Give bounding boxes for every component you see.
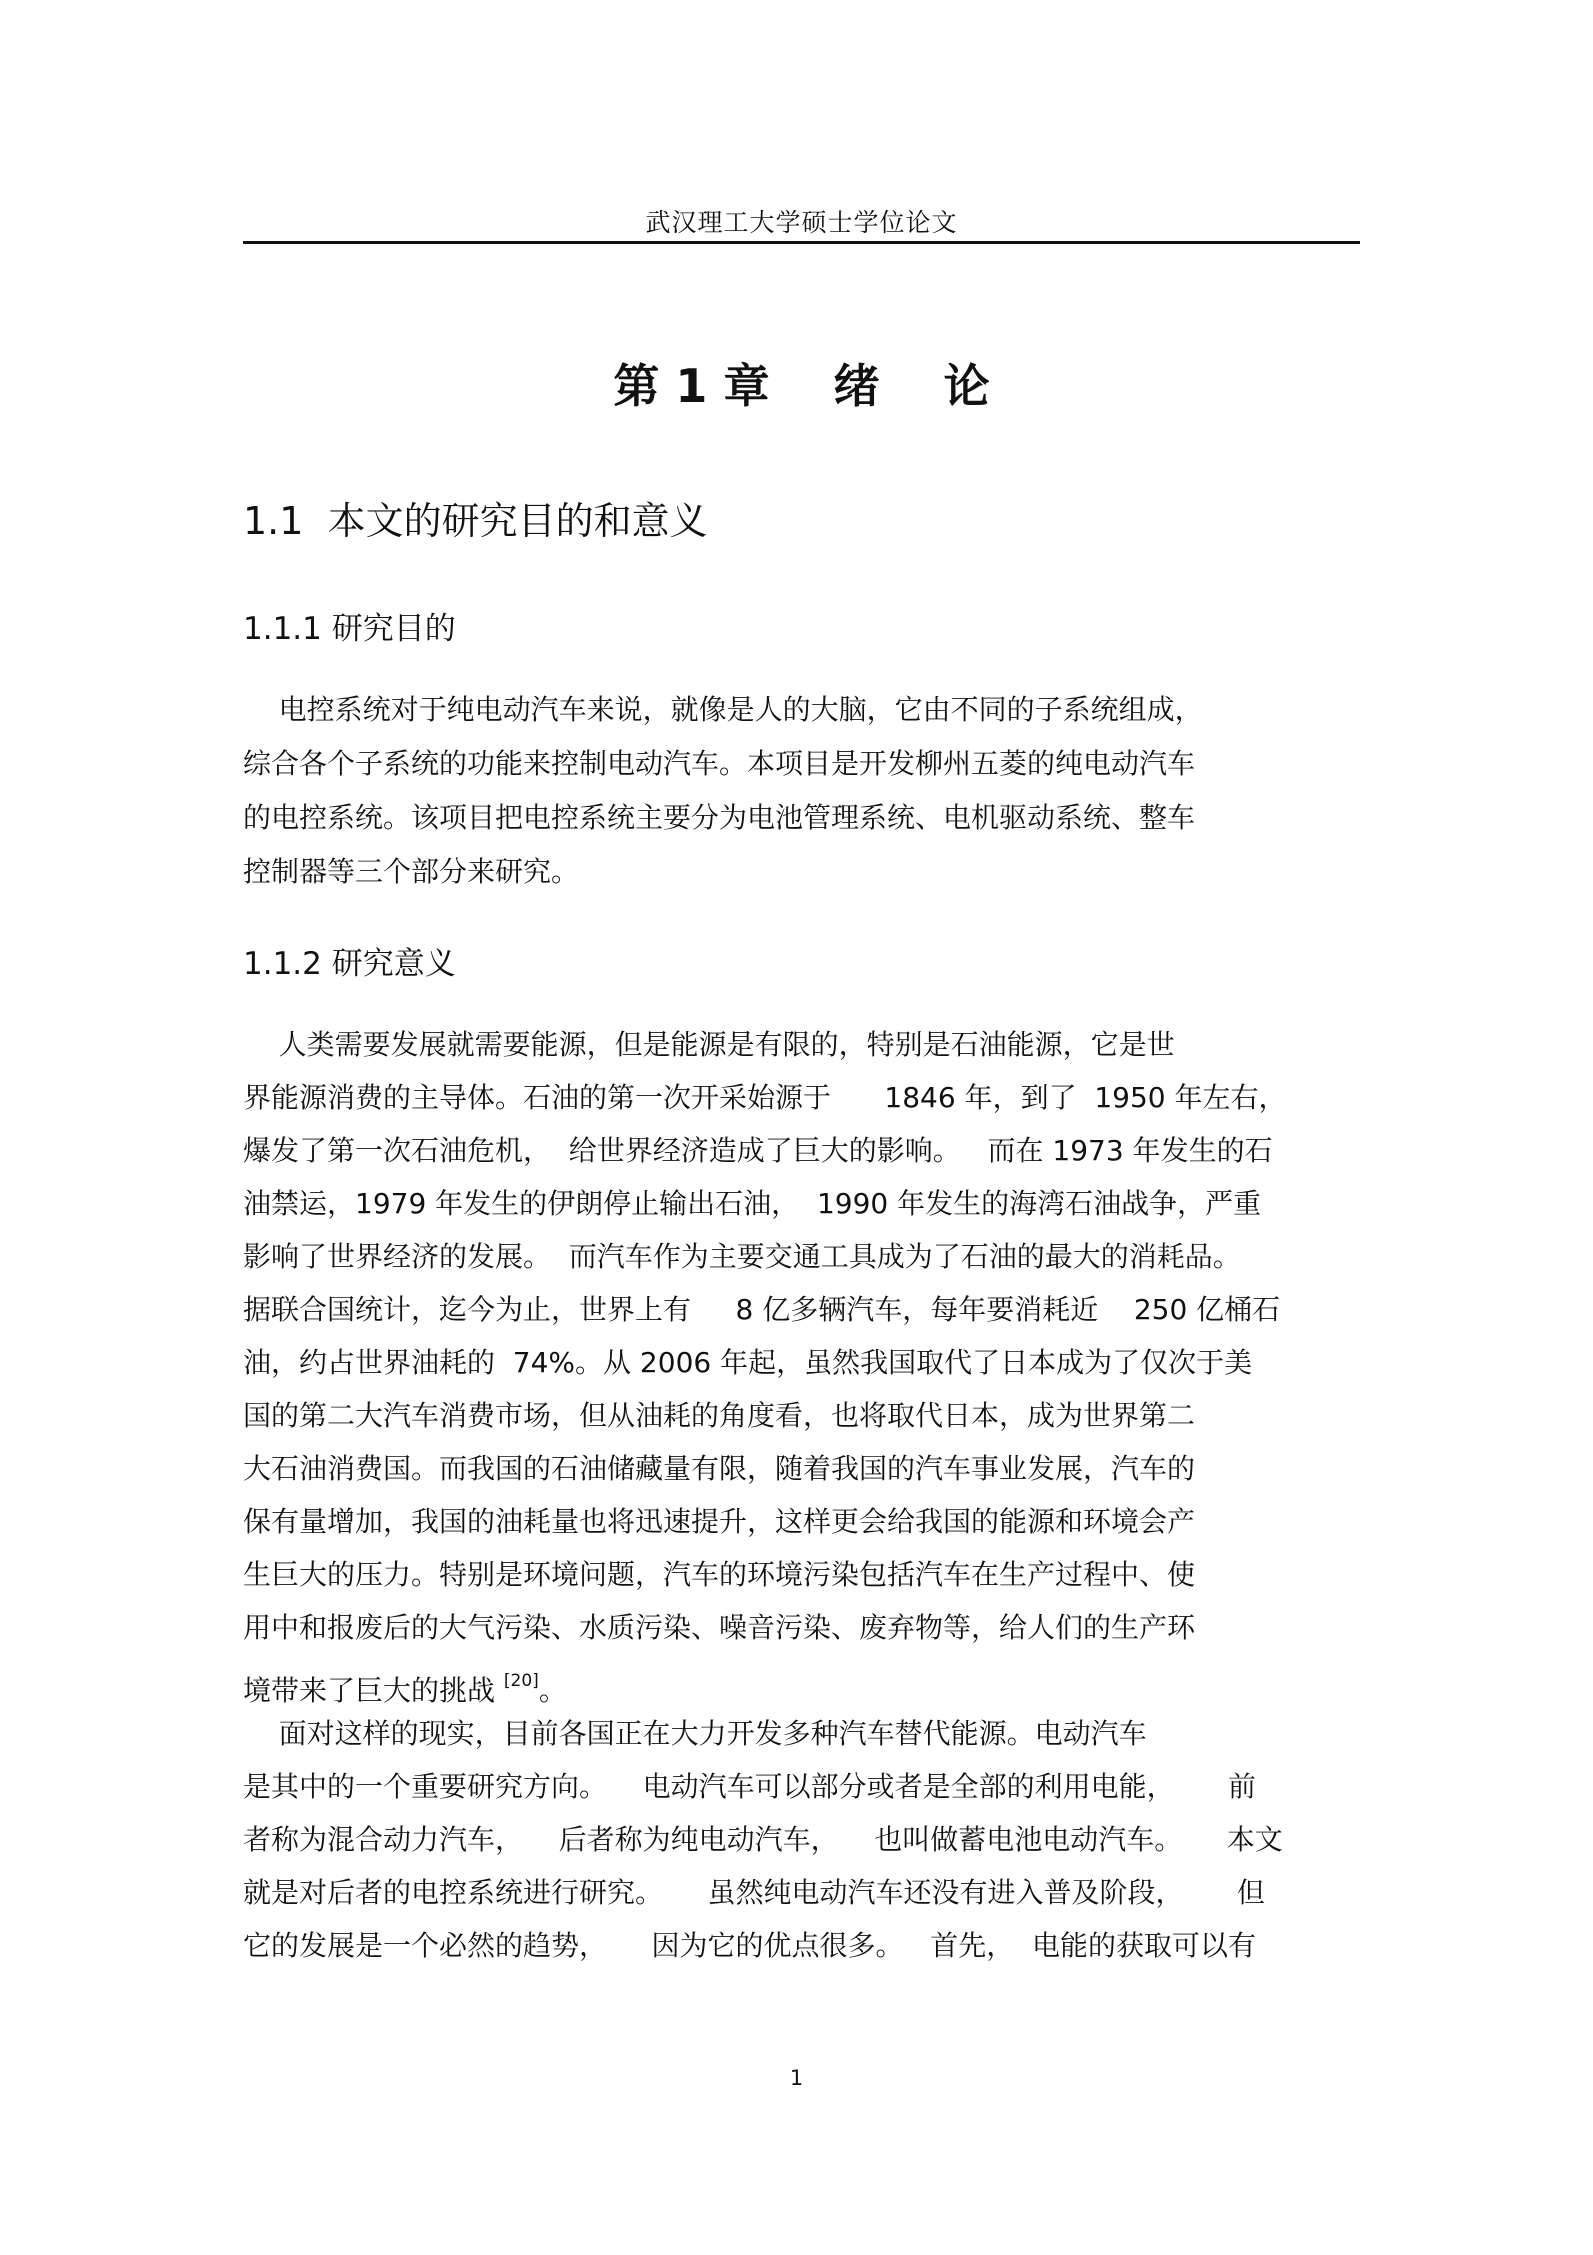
- body-line: 油禁运，1979 年发生的伊朗停止输出石油， 1990 年发生的海湾石油战争，严重: [243, 1187, 1262, 1220]
- citation-ref: [20]: [503, 1671, 539, 1691]
- chapter-title: 第 1 章 绪 论: [613, 359, 990, 413]
- body-line: 界能源消费的主导体。石油的第一次开采始源于 1846 年，到了 1950 年左右，: [243, 1081, 1287, 1114]
- body-line: 保有量增加，我国的油耗量也将迅速提升，这样更会给我国的能源和环境会产: [243, 1505, 1196, 1538]
- page-number: 1: [789, 2066, 804, 2090]
- body-line: 控制器等三个部分来研究。: [243, 855, 580, 888]
- body-line: 是其中的一个重要研究方向。 电动汽车可以部分或者是全部的利用电能， 前: [243, 1770, 1257, 1803]
- header-rule: [243, 241, 1360, 244]
- body-line-with-citation: [243, 1661, 567, 1711]
- body-line: 用中和报废后的大气污染、水质污染、噪音污染、废弃物等，给人们的生产环: [243, 1611, 1196, 1644]
- body-line: 国的第二大汽车消费市场，但从油耗的角度看，也将取代日本，成为世界第二: [243, 1399, 1196, 1432]
- body-line: 面对这样的现实，目前各国正在大力开发多种汽车替代能源。电动汽车: [243, 1717, 1147, 1750]
- body-text: 境带来了巨大的挑战: [243, 1674, 504, 1707]
- body-text: 。: [538, 1674, 567, 1707]
- body-line: 电控系统对于纯电动汽车来说，就像是人的大脑，它由不同的子系统组成，: [243, 693, 1203, 726]
- body-line: 据联合国统计，迄今为止，世界上有 8 亿多辆汽车，每年要消耗近 250 亿桶石: [243, 1293, 1281, 1326]
- body-line: 的电控系统。该项目把电控系统主要分为电池管理系统、电机驱动系统、整车: [243, 801, 1196, 834]
- section-title: 1.1 本文的研究目的和意义: [243, 499, 708, 543]
- body-line: 油，约占世界油耗的 74%。从 2006 年起，虽然我国取代了日本成为了仅次于美: [243, 1346, 1253, 1379]
- subsection-title-significance: 1.1.2 研究意义: [243, 946, 456, 982]
- subsection-title-purpose: 1.1.1 研究目的: [243, 611, 456, 647]
- body-line: 爆发了第一次石油危机， 给世界经济造成了巨大的影响。 而在 1973 年发生的石: [243, 1134, 1273, 1167]
- body-line: 它的发展是一个必然的趋势， 因为它的优点很多。 首先， 电能的获取可以有: [243, 1929, 1257, 1962]
- body-line: 影响了世界经济的发展。 而汽车作为主要交通工具成为了石油的最大的消耗品。: [243, 1240, 1241, 1273]
- body-line: 大石油消费国。而我国的石油储藏量有限，随着我国的汽车事业发展，汽车的: [243, 1452, 1196, 1485]
- body-line: 综合各个子系统的功能来控制电动汽车。本项目是开发柳州五菱的纯电动汽车: [243, 747, 1196, 780]
- body-line: 生巨大的压力。特别是环境问题，汽车的环境污染包括汽车在生产过程中、使: [243, 1558, 1196, 1591]
- running-header: 武汉理工大学硕士学位论文: [645, 208, 958, 237]
- body-line: 者称为混合动力汽车， 后者称为纯电动汽车， 也叫做蓄电池电动汽车。 本文: [243, 1823, 1283, 1856]
- body-line: 就是对后者的电控系统进行研究。 虽然纯电动汽车还没有进入普及阶段， 但: [243, 1876, 1265, 1909]
- body-line: 人类需要发展就需要能源，但是能源是有限的，特别是石油能源，它是世: [243, 1028, 1175, 1061]
